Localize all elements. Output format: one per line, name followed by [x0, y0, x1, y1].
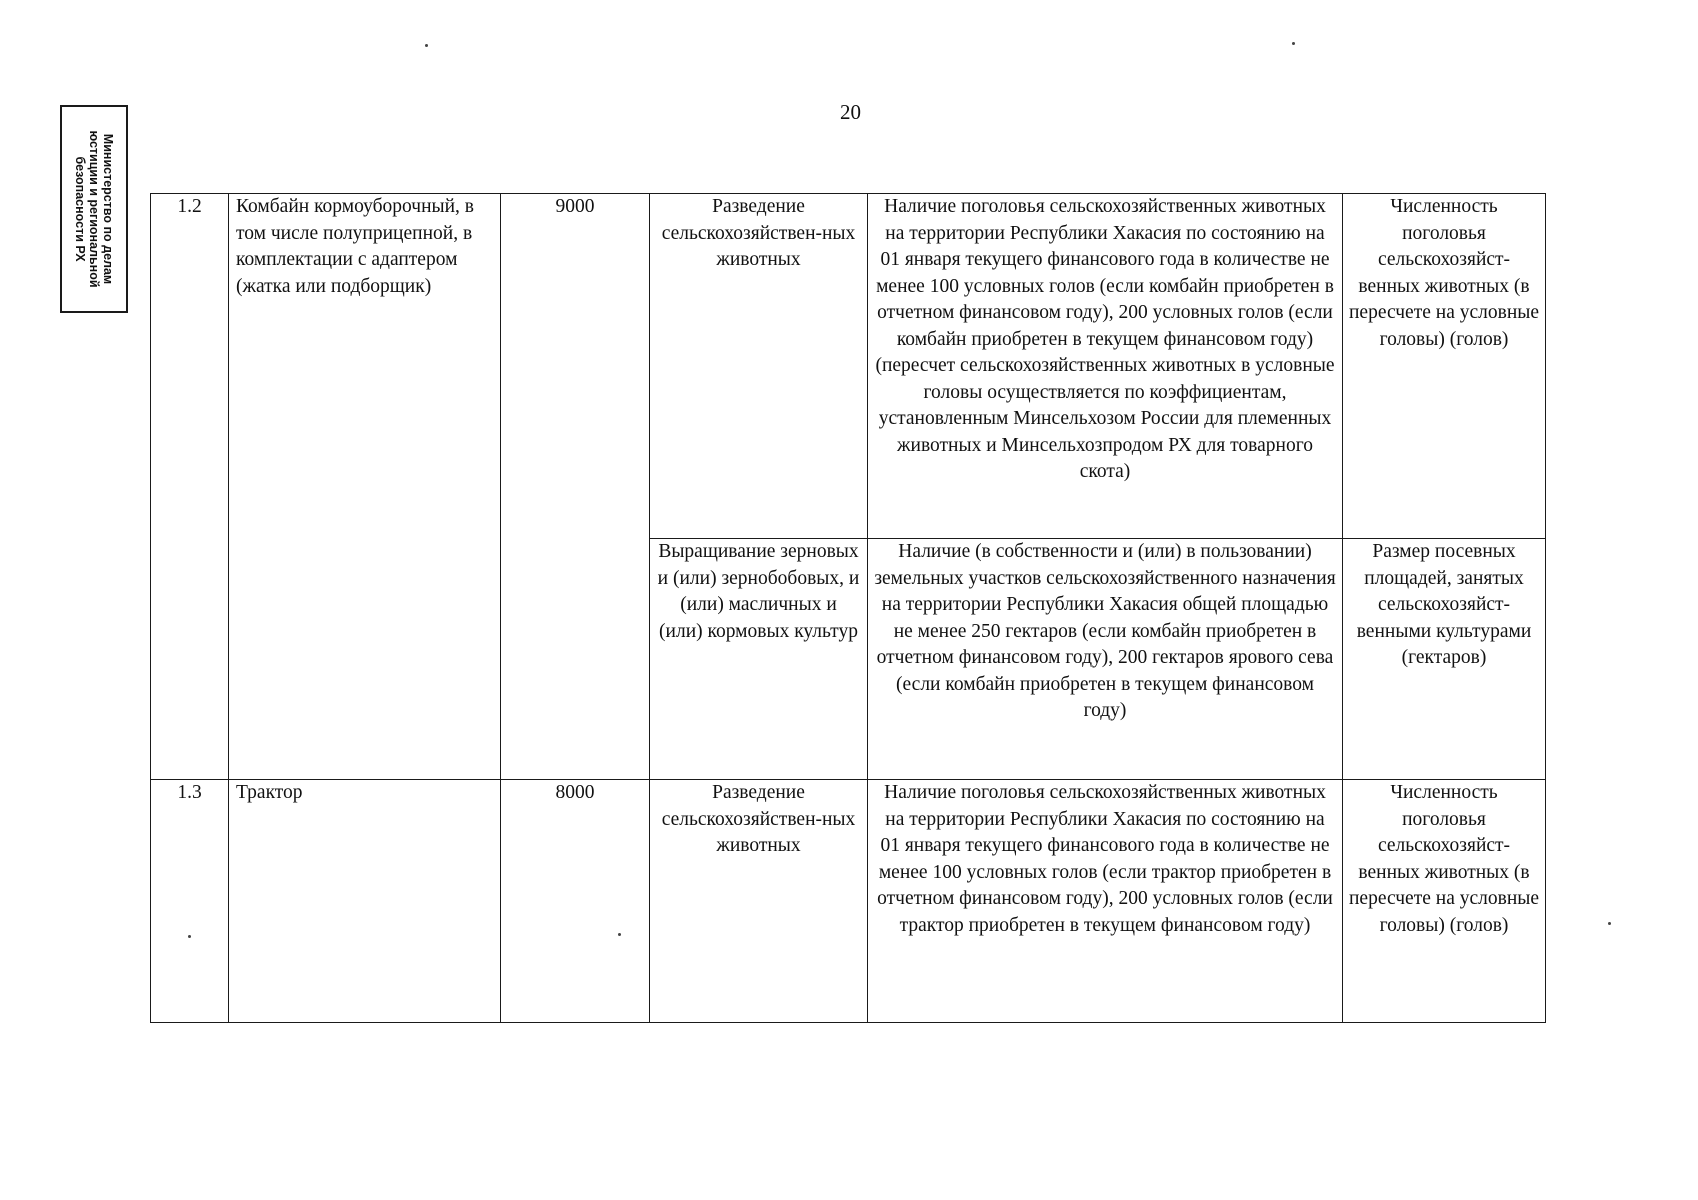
stamp-text — [73, 109, 115, 309]
scan-speck — [425, 44, 428, 47]
registration-stamp — [60, 105, 128, 313]
price-value: 9000 — [501, 194, 650, 780]
condition-cell: Наличие (в собственности и (или) в пользовании) земельных участков сельскохозяйственного назначения на территории Республики Хакасия общей площадью не менее 250 гектаров (если комбайн приобретен в отчетном финансовом году), 200 гектаров ярового сева (если комбайн приобретен в текущем финансовом году) — [868, 539, 1343, 780]
table-row — [151, 194, 1546, 539]
price-value: 8000 — [501, 780, 650, 1023]
condition-cell: Наличие поголовья сельскохозяйственных животных на территории Республики Хакасия по состоянию на 01 января текущего финансового года в количестве не менее 100 условных голов (если трактор приобретен в отчетном финансовом году), 200 условных голов (если трактор приобретен в текущем финансовом году) — [868, 780, 1343, 1023]
table-row — [151, 780, 1546, 1023]
scan-speck — [1608, 922, 1611, 925]
stamp-line-2: юстиции и региональной — [87, 130, 101, 288]
equipment-name: Комбайн кормоуборочный, в том числе полуприцепной, в комплектации с адаптером (жатка или подборщик) — [229, 194, 501, 780]
activity-cell: Разведение сельскохозяйствен-ных животных — [650, 780, 868, 1023]
scan-speck — [188, 935, 191, 938]
row-number: 1.3 — [151, 780, 229, 1023]
scan-speck — [1292, 42, 1295, 45]
page-number: 20 — [840, 100, 861, 124]
subsidy-table — [150, 193, 1546, 1023]
indicator-cell: Численность поголовья сельскохозяйст-венных животных (в пересчете на условные головы) (голов) — [1343, 194, 1546, 539]
equipment-name: Трактор — [229, 780, 501, 1023]
indicator-cell: Размер посевных площадей, занятых сельскохозяйст-венными культурами (гектаров) — [1343, 539, 1546, 780]
row-number: 1.2 — [151, 194, 229, 780]
scan-speck — [618, 933, 621, 936]
stamp-line-1: Министерство по делам — [101, 133, 115, 285]
stamp-line-3: безопасности РХ — [73, 156, 87, 262]
activity-cell: Разведение сельскохозяйствен-ных животных — [650, 194, 868, 539]
condition-cell: Наличие поголовья сельскохозяйственных животных на территории Республики Хакасия по состоянию на 01 января текущего финансового года в количестве не менее 100 условных голов (если комбайн приобретен в отчетном финансовом году), 200 условных голов (если комбайн приобретен в текущем финансовом году) (пересчет сельскохозяйственных животных в условные головы осуществляется по коэффициентам, установленным Минсельхозом России для племенных животных и Минсельхозпродом РХ для товарного скота) — [868, 194, 1343, 539]
activity-cell: Выращивание зерновых и (или) зернобобовых, и (или) масличных и (или) кормовых культур — [650, 539, 868, 780]
indicator-cell: Численность поголовья сельскохозяйст-венных животных (в пересчете на условные головы) (голов) — [1343, 780, 1546, 1023]
